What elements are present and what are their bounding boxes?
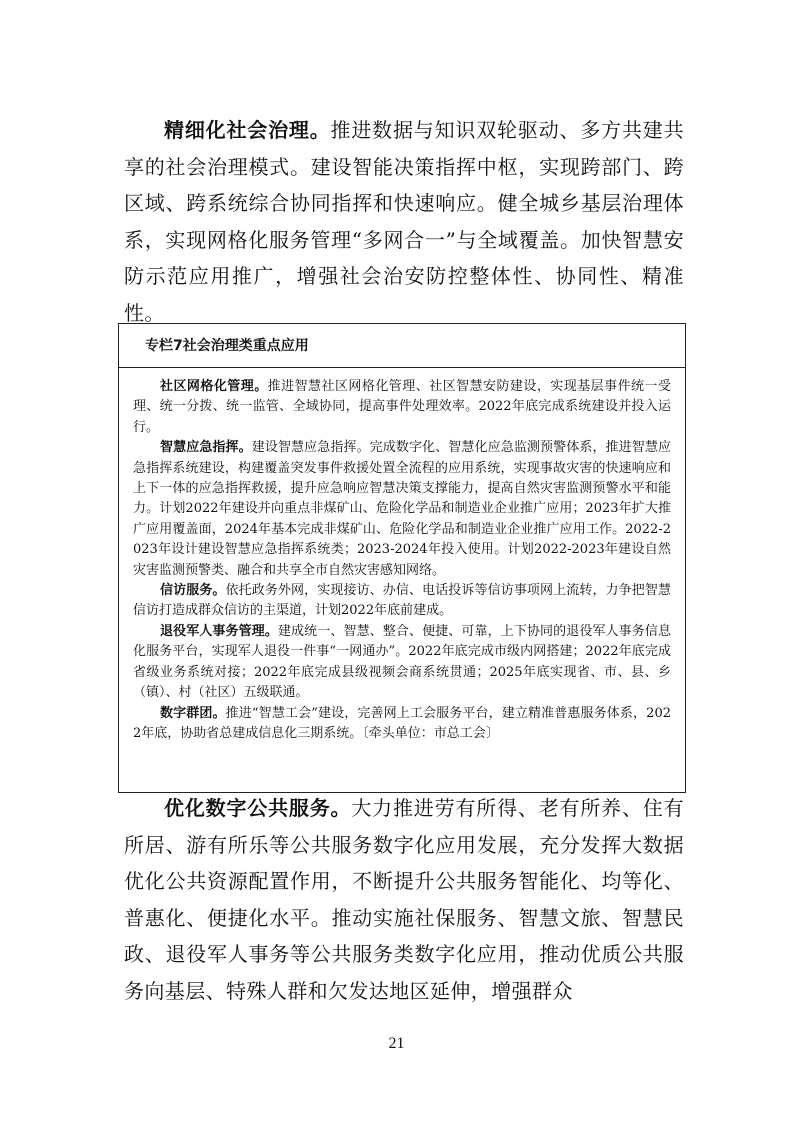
column-box bbox=[118, 323, 686, 793]
column-box-body bbox=[133, 377, 671, 744]
box-item-head: 数字群团。 bbox=[160, 705, 226, 721]
box-item-text: 推进智慧社区网格化管理、社区智慧安防建设，实现基层事件统一受理、统一分拨、统一监管、全域协同，提高事件处理效率。2022年底完成系统建设并投入运行。 bbox=[133, 379, 671, 435]
paragraph-social-governance bbox=[124, 112, 684, 331]
page-number: 21 bbox=[388, 1035, 405, 1052]
box-item-text: 建设智慧应急指挥。完成数字化、智慧化应急监测预警体系，推进智慧应急指挥系统建设，构建覆盖突发事件救援处置全流程的应用系统，实现事故灾害的快速响应和上下一体的应急指挥救援，提升应急响应智慧决策支撑能力，提高自然灾害监测预警水平和能力。计划2022年建设并向重点非煤矿山、危险化学品和制造业企业推广应用；2023年扩大推广应用覆盖面，2024年基本完成非煤矿山、危险化学品和制造业企业推广应用工作。2022-2023年设计建设智慧应急指挥系统类；2023-2024年投入使用。计划2022-2023年建设自然灾害监测预警类、融合和共享全市自然灾害感知网络。 bbox=[133, 440, 671, 578]
box-item-emergency-command bbox=[133, 438, 671, 581]
box-item-head: 智慧应急指挥。 bbox=[160, 440, 252, 456]
paragraph-text: 推进数据与知识双轮驱动、多方共建共享的社会治理模式。建设智能决策指挥中枢，实现跨部门、跨区域、跨系统综合协同指挥和快速响应。健全城乡基层治理体系，实现网格化服务管理“多网合一”与全域覆盖。加快智慧安防示范应用推广，增强社会治安防控整体性、协同性、精准性。 bbox=[124, 118, 684, 325]
box-item-petition-service bbox=[133, 581, 671, 622]
paragraph-public-services bbox=[124, 790, 684, 1009]
paragraph-lead: 优化数字公共服务。 bbox=[164, 796, 352, 820]
column-box-title: 专栏7社会治理类重点应用 bbox=[119, 324, 685, 368]
box-item-head: 信访服务。 bbox=[160, 583, 226, 599]
box-item-text: 依托政务外网，实现接访、办信、电话投诉等信访事项网上流转，力争把智慧信访打造成群众信访的主渠道，计划2022年底前建成。 bbox=[133, 583, 671, 619]
box-item-text: 建成统一、智慧、整合、便捷、可靠，上下协同的退役军人事务信息化服务平台，实现军人退役一件事“一网通办”。2022年底完成市级内网搭建；2022年底完成省级业务系统对接；2022年底完成县级视频会商系统贯通；2025年底实现省、市、县、乡（镇）、村（社区）五级联通。 bbox=[133, 623, 671, 701]
box-item-text: 推进“智慧工会”建设，完善网上工会服务平台，建立精准普惠服务体系，2022年底，协助省总建成信息化三期系统。〔牵头单位：市总工会〕 bbox=[133, 705, 671, 741]
box-item-head: 退役军人事务管理。 bbox=[160, 623, 278, 639]
paragraph-lead: 精细化社会治理。 bbox=[164, 118, 331, 142]
box-item-digital-mass-org bbox=[133, 704, 671, 745]
box-item-community-grid bbox=[133, 377, 671, 438]
box-item-veterans-affairs bbox=[133, 622, 671, 704]
box-item-head: 社区网格化管理。 bbox=[160, 379, 268, 394]
paragraph-text: 大力推进劳有所得、老有所养、住有所居、游有所乐等公共服务数字化应用发展，充分发挥大数据优化公共资源配置作用，不断提升公共服务智能化、均等化、普惠化、便捷化水平。推动实施社保服务、智慧文旅、智慧民政、退役军人事务等公共服务类数字化应用，推动优质公共服务向基层、特殊人群和欠发达地区延伸，增强群众 bbox=[124, 796, 684, 1003]
